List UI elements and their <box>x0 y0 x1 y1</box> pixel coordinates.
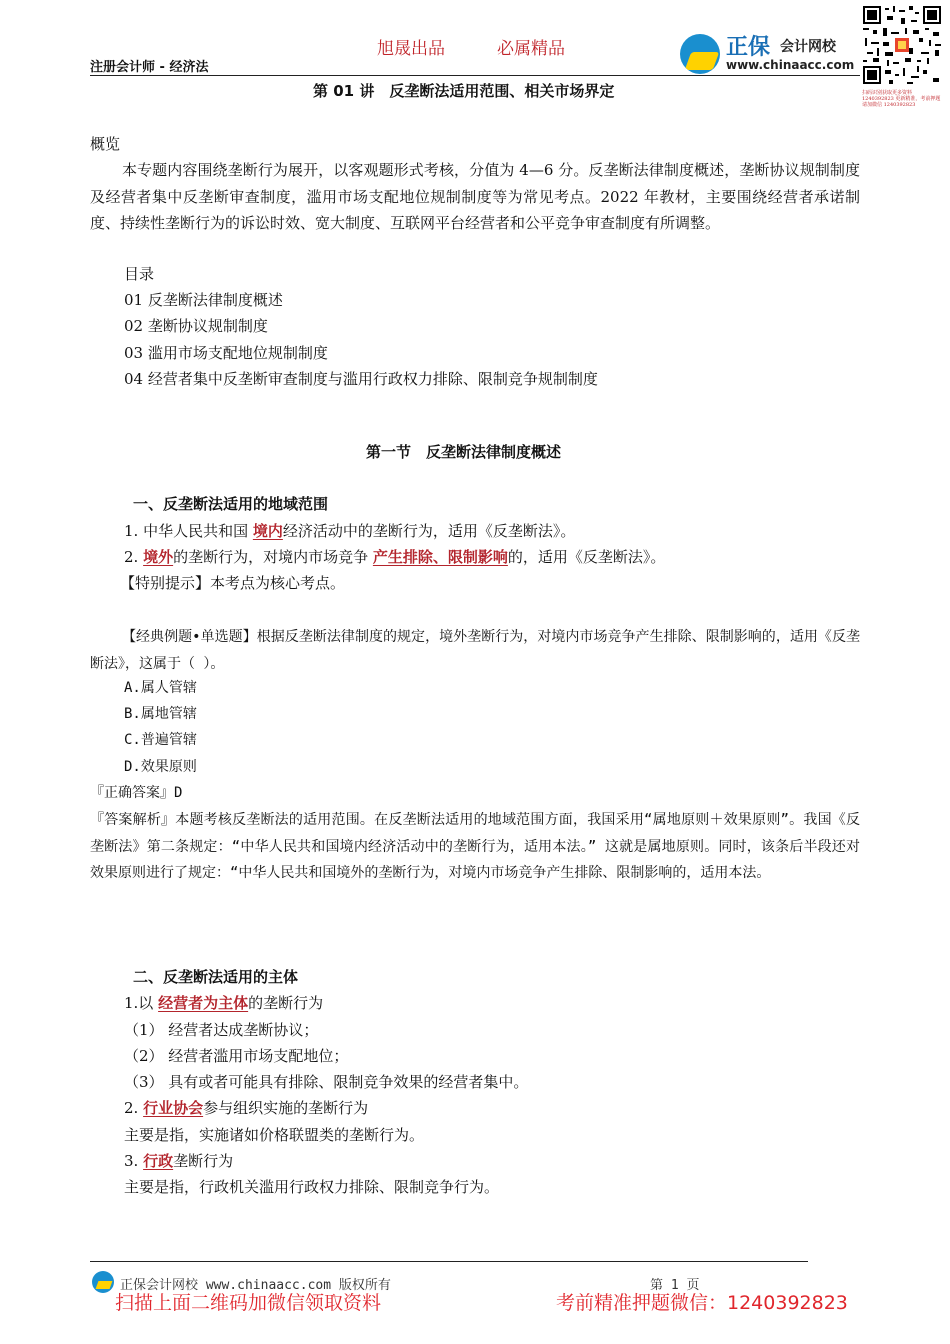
keyword: 行政 <box>143 1152 174 1170</box>
page-number: 第 1 页 <box>650 1278 700 1293</box>
section-title: 第一节 反垄断法律制度概述 <box>366 443 562 461</box>
keyword: 产生排除、限制影响 <box>372 548 508 566</box>
course-name: 注册会计师 - 经济法 <box>90 60 209 75</box>
toc-heading: 目录 <box>124 265 155 283</box>
part2-item1: 1.以 经营者为主体的垄断行为 <box>124 994 324 1012</box>
promo-right: 考前精准押题微信：1240392823 <box>556 1292 848 1314</box>
example-question: 【经典例题•单选题】根据反垄断法律制度的规定，境外垄断行为，对境内市场竞争产生排除、限制影响的，适用《反垄断法》，这属于（ ）。 <box>90 629 860 672</box>
part2-item3: 3. 行政垄断行为 <box>124 1152 234 1170</box>
option-b: B.属地管辖 <box>124 706 197 722</box>
answer-analysis: 『答案解析』本题考核反垄断法的适用范围。在反垄断法适用的地域范围方面，我国采用“属地原则＋效果原则”。我国《反垄断法》第二条规定：“中华人民共和国境内经济活动中的垄断行为，适用本法。” 这就是属地原则。同时，该条后半段还对效果原则进行了规定：“中华人民共和国境外的垄断行为，对境内市场竞争产生排除、限制影响的，适用本法。 <box>90 812 860 881</box>
part2-item2-desc: 主要是指，实施诸如价格联盟类的垄断行为。 <box>124 1126 425 1144</box>
keyword: 经营者为主体 <box>158 994 249 1012</box>
part2-sub-item: （3） 具有或者可能具有排除、限制竞争效果的经营者集中。 <box>124 1073 529 1091</box>
logo-main-text: 正保 <box>726 35 771 60</box>
part1-item1: 1. 中华人民共和国 境内经济活动中的垄断行为，适用《反垄断法》。 <box>124 522 576 540</box>
logo-url: www.chinaacc.com <box>726 58 855 72</box>
correct-answer: 『正确答案』D <box>90 785 183 801</box>
footer-logo-icon <box>92 1271 114 1293</box>
chinaacc-logo <box>680 30 855 74</box>
keyword: 境内 <box>252 522 283 540</box>
toc-item[interactable]: 01 反垄断法律制度概述 <box>124 291 283 309</box>
option-d: D.效果原则 <box>124 759 197 775</box>
keyword: 行业协会 <box>143 1099 204 1117</box>
keyword: 境外 <box>143 548 174 566</box>
overview-heading: 概览 <box>90 135 121 153</box>
slogan-left: 旭晟出品 <box>377 39 445 59</box>
footer-divider <box>90 1261 808 1262</box>
header-divider <box>90 75 860 76</box>
part2-heading: 二、反垄断法适用的主体 <box>133 968 299 986</box>
part1-item2: 2. 境外的垄断行为，对境内市场竞争 产生排除、限制影响的，适用《反垄断法》。 <box>124 548 666 566</box>
logo-emblem-icon <box>680 34 720 74</box>
option-a: A.属人管辖 <box>124 680 197 696</box>
lecture-title: 第 01 讲 反垄断法适用范围、相关市场界定 <box>313 82 615 100</box>
footer-copyright: 正保会计网校 www.chinaacc.com 版权所有 <box>120 1278 391 1293</box>
qr-caption: 扫码识别获取更多资料 1240392823 更新精准，考前押题请加微信 1240392823 <box>862 90 941 108</box>
qr-code-icon <box>861 4 943 86</box>
part2-sub-item: （1） 经营者达成垄断协议； <box>124 1021 319 1039</box>
part2-item3-desc: 主要是指，行政机关滥用行政权力排除、限制竞争行为。 <box>124 1178 500 1196</box>
toc-item[interactable]: 04 经营者集中反垄断审查制度与滥用行政权力排除、限制竞争规制制度 <box>124 370 598 388</box>
part1-heading: 一、反垄断法适用的地域范围 <box>133 495 329 513</box>
special-tip: 【特别提示】本考点为核心考点。 <box>120 574 346 592</box>
option-c: C.普遍管辖 <box>124 732 197 748</box>
toc-item[interactable]: 02 垄断协议规制制度 <box>124 317 268 335</box>
overview-body: 本专题内容围绕垄断行为展开，以客观题形式考核，分值为 4—6 分。反垄断法律制度概述，垄断协议规制制度及经营者集中反垄断审查制度，滥用市场支配地位规制制度等为常见考点。2022 年教材，主要围绕经营者承诺制度、持续性垄断行为的诉讼时效、宽大制度、互联网平台经营者和公平竞争审查制度有所调整。 <box>90 161 860 232</box>
slogan-right: 必属精品 <box>497 39 565 59</box>
promo-left: 扫描上面二维码加微信领取资料 <box>115 1292 382 1314</box>
toc-item[interactable]: 03 滥用市场支配地位规制制度 <box>124 344 328 362</box>
logo-sub-text: 会计网校 <box>780 39 836 55</box>
part2-sub-item: （2） 经营者滥用市场支配地位； <box>124 1047 349 1065</box>
part2-item2: 2. 行业协会参与组织实施的垄断行为 <box>124 1099 369 1117</box>
